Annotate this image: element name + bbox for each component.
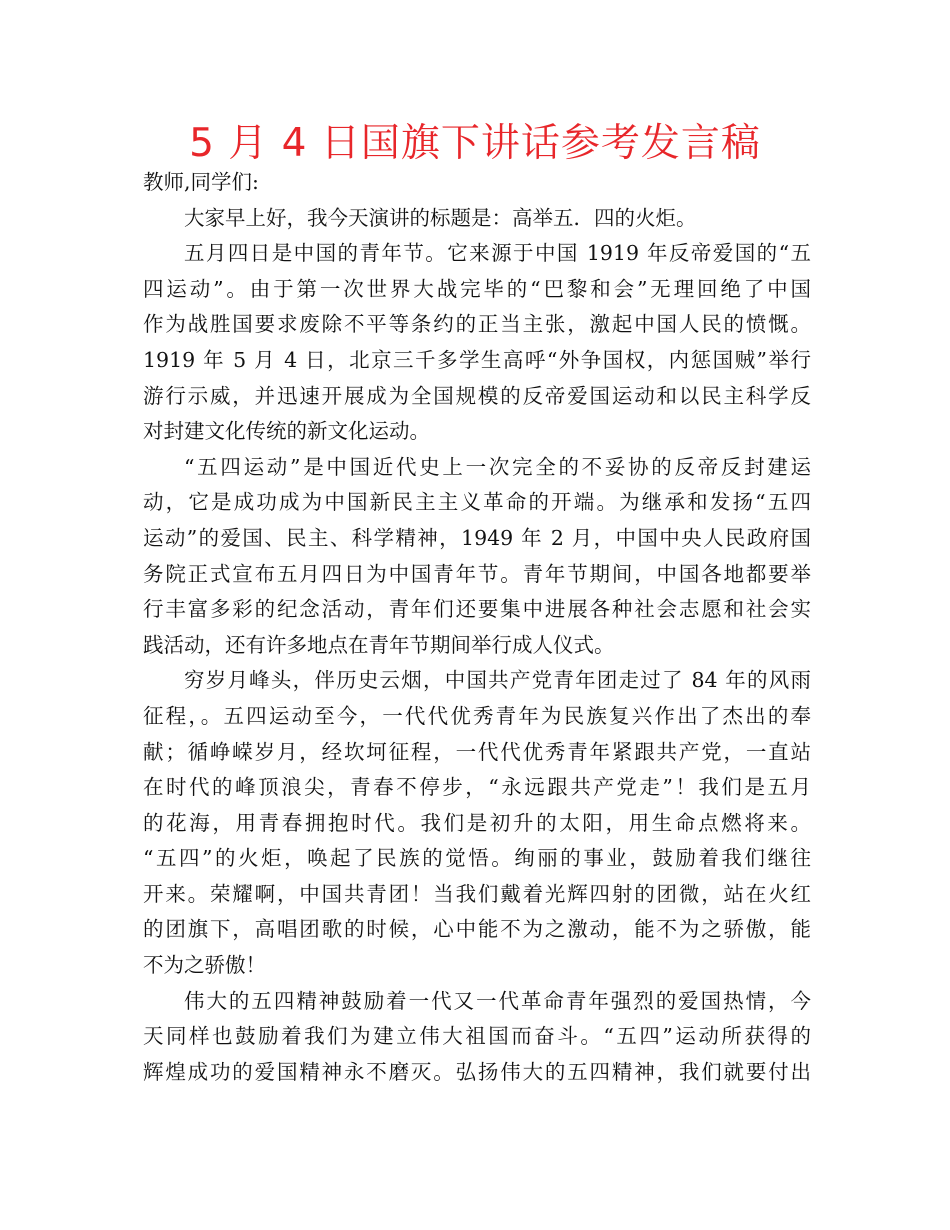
text-line: 动，它是成功成为中国新民主主义革命的开端。为继承和发扬“五四	[143, 490, 811, 515]
text-line: 教师,同学们:	[143, 170, 259, 194]
document-title: 5 月 4 日国旗下讲话参考发言稿	[189, 121, 761, 166]
text-line: 游行示威，并迅速开展成为全国规模的反帝爱国运动和以民主科学反	[143, 383, 811, 408]
text-line: 穷岁月峰头，伴历史云烟，中国共产党青年团走过了 84 年的风雨	[184, 668, 811, 693]
text-line: 大家早上好，我今天演讲的标题是：高举五．四的火炬。	[184, 205, 697, 230]
text-line: 行丰富多彩的纪念活动，青年们还要集中进展各种社会志愿和社会实	[143, 597, 811, 622]
text-line: 践活动，还有许多地点在青年节期间举行成人仪式。	[143, 632, 615, 657]
text-line: 不为之骄傲！	[143, 953, 266, 978]
text-line: 天同样也鼓励着我们为建立伟大祖国而奋斗。“五四”运动所获得的	[143, 1024, 811, 1049]
text-line: 务院正式宣布五月四日为中国青年节。青年节期间，中国各地都要举	[143, 561, 811, 586]
text-line: 献；循峥嵘岁月，经坎坷征程，一代代优秀青年紧跟共产党，一直站	[143, 739, 811, 764]
text-line: 伟大的五四精神鼓励着一代又一代革命青年强烈的爱国热情，今	[184, 988, 811, 1013]
text-line: 的团旗下，高唱团歌的时候，心中能不为之激动，能不为之骄傲，能	[143, 917, 811, 942]
text-line: 征程，。五四运动至今，一代代优秀青年为民族复兴作出了杰出的奉	[143, 703, 811, 728]
document-body	[143, 165, 811, 1090]
text-line: 在时代的峰顶浪尖，青春不停步，“永远跟共产党走”！我们是五月	[143, 775, 811, 800]
text-line: 开来。荣耀啊，中国共青团！当我们戴着光辉四射的团微，站在火红	[143, 881, 811, 906]
text-line: 五月四日是中国的青年节。它来源于中国 1919 年反帝爱国的“五	[184, 241, 811, 266]
text-line: “五四运动”是中国近代史上一次完全的不妥协的反帝反封建运	[184, 454, 811, 479]
text-line: 辉煌成功的爱国精神永不磨灭。弘扬伟大的五四精神，我们就要付出	[143, 1059, 811, 1084]
text-line: 对封建文化传统的新文化运动。	[143, 419, 430, 444]
text-line: 运动”的爱国、民主、科学精神，1949 年 2 月，中国中央人民政府国	[143, 525, 811, 550]
text-line: 的花海，用青春拥抱时代。我们是初升的太阳，用生命点燃将来。	[143, 810, 811, 835]
text-line: 作为战胜国要求废除不平等条约的正当主张，激起中国人民的愤慨。	[143, 312, 811, 337]
text-line: 1919 年 5 月 4 日，北京三千多学生高呼“外争国权，内惩国贼”举行	[143, 347, 811, 372]
text-line: “五四”的火炬，唤起了民族的觉悟。绚丽的事业，鼓励着我们继往	[143, 846, 811, 871]
text-line: 四运动”。由于第一次世界大战完毕的“巴黎和会”无理回绝了中国	[143, 276, 811, 301]
